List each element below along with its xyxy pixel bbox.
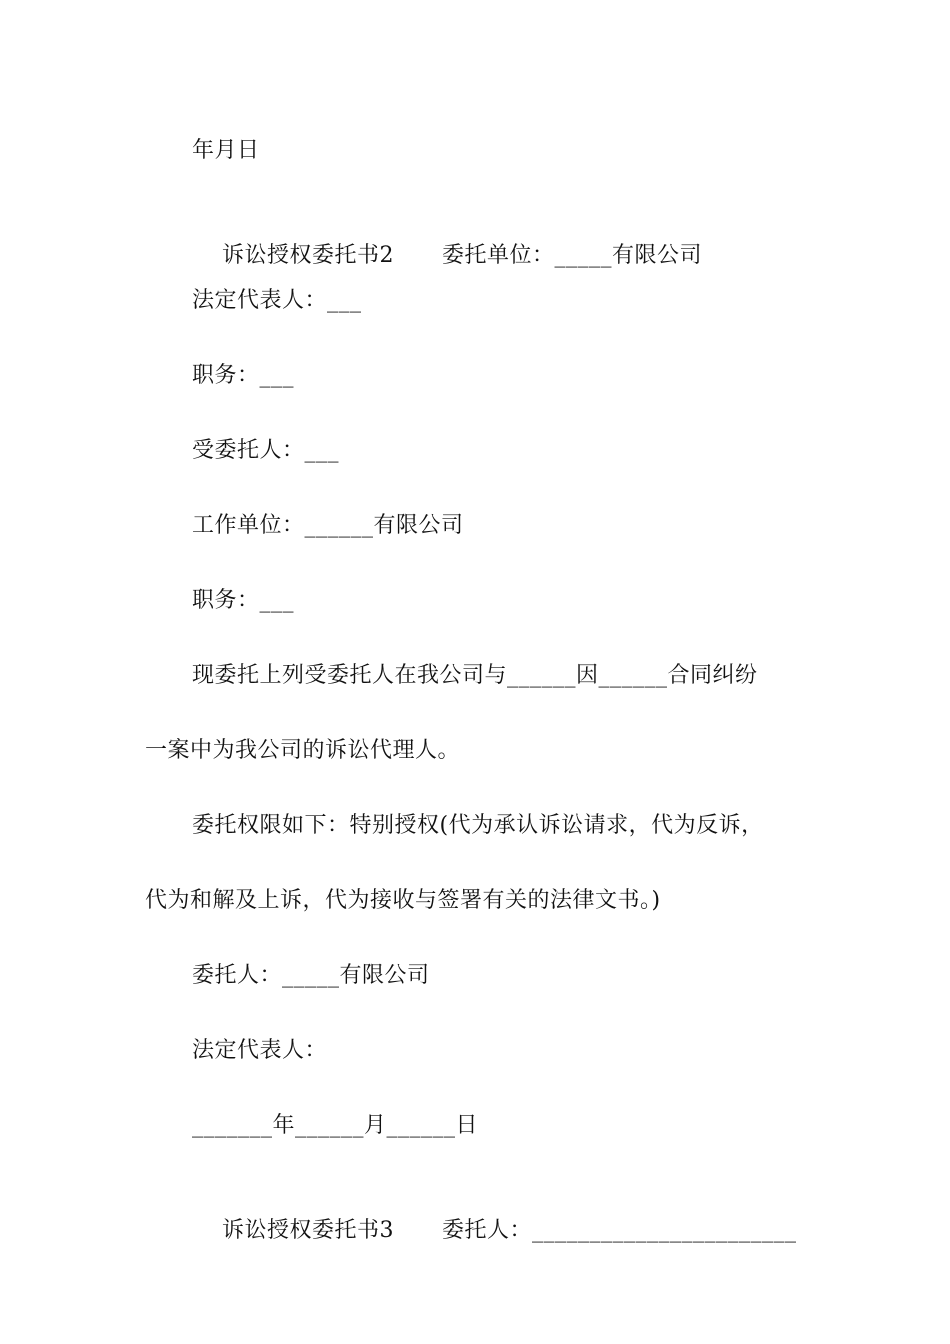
signature-date-line: _______年______月______日 (192, 1113, 479, 1138)
work-unit-field: 工作单位：______有限公司 (192, 513, 464, 538)
principal-field-3: 委托人：_______________________ (441, 1218, 797, 1243)
agent-field: 受委托人：___ (192, 438, 340, 463)
client-unit-field: 委托单位：_____有限公司 (441, 243, 702, 268)
legal-rep-field: 法定代表人：___ (192, 288, 362, 313)
authority-paragraph-line-2: 代为和解及上诉，代为接收与签署有关的法律文书。) (145, 888, 661, 913)
heading-row-3 (192, 1186, 797, 1276)
principal-field: 委托人：_____有限公司 (192, 963, 430, 988)
section-title-2: 诉讼授权委托书2 (221, 243, 394, 268)
body-paragraph-line-2: 一案中为我公司的诉讼代理人。 (145, 738, 461, 763)
agent-position-field: 职务：___ (192, 588, 295, 613)
date-line: 年月日 (192, 138, 260, 163)
section-title-3: 诉讼授权委托书3 (221, 1218, 394, 1243)
legal-rep-signature-field: 法定代表人： (192, 1038, 328, 1063)
authority-paragraph-line-1: 委托权限如下：特别授权(代为承认诉讼请求，代为反诉， (192, 813, 764, 838)
position-field: 职务：___ (192, 363, 295, 388)
body-paragraph-line-1: 现委托上列受委托人在我公司与______因______合同纠纷 (192, 663, 758, 688)
